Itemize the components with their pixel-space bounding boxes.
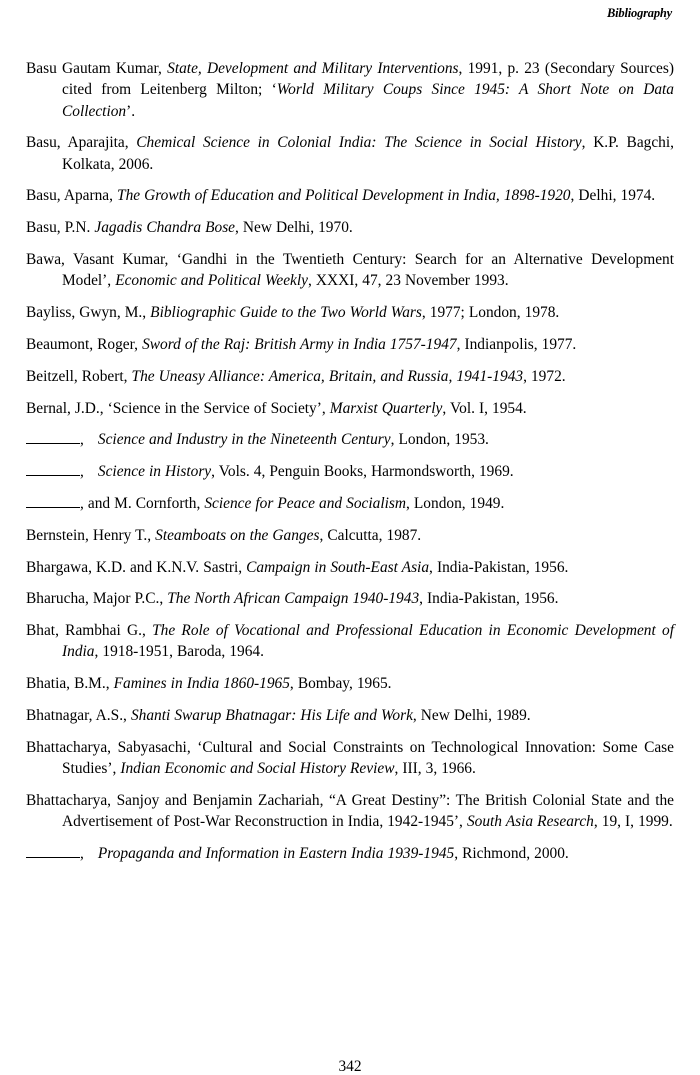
author-repeat-rule: [26, 496, 80, 508]
entry-text: , New Delhi, 1970.: [235, 219, 353, 237]
author-repeat-rule: [26, 846, 80, 858]
entry-text: , New Delhi, 1989.: [412, 707, 531, 725]
work-title: World Military Coups Since 1945: A Short Note on Data Collection: [62, 81, 674, 120]
entry-text: Bhargawa, K.D. and K.N.V. Sastri,: [26, 558, 247, 576]
work-title: Indian Economic and Social History Review: [120, 760, 395, 778]
entry-text: , and M. Cornforth,: [80, 494, 205, 512]
entry-text: Basu Gautam Kumar,: [26, 60, 168, 77]
running-header: Bibliography: [607, 6, 672, 20]
work-title: Jagadis Chandra Bose: [94, 219, 236, 237]
work-title: Science for Peace and Socialism: [204, 494, 407, 512]
bibliography-entry: [26, 217, 674, 238]
bibliography-entry: [26, 525, 674, 546]
entry-text: Beitzell, Robert,: [26, 367, 132, 385]
work-title: The Role of Vocational and Professional Education in Economic Development of India: [62, 622, 675, 661]
entry-text: Bawa, Vasant Kumar, ‘Gandhi in the Twentieth Century: Search for an Alternative Development Model’,: [26, 251, 674, 290]
bibliography-entry: [26, 249, 674, 292]
bibliography-entry: [26, 302, 674, 323]
bibliography-entry: [26, 588, 674, 609]
entry-text: , 1972.: [523, 367, 566, 385]
entry-text: Bhattacharya, Sanjoy and Benjamin Zachariah, “A Great Destiny”: The British Colonial State and the Advertisement of Post-War Reconstruction in India, 1942-1945’,: [26, 791, 674, 831]
work-title: State, Development and Military Interventions: [167, 60, 459, 77]
author-repeat-rule: [26, 464, 80, 476]
entry-text: , Indianpolis, 1977.: [456, 335, 577, 353]
bibliography-entry: [26, 398, 674, 419]
entry-text: , K.P. Bagchi, Kolkata, 2006.: [62, 134, 674, 173]
bibliography-entry: [26, 737, 674, 780]
entry-text: Bhattacharya, Sabyasachi, ‘Cultural and Social Constraints on Technological Innovation: Some Case Studies’,: [26, 738, 674, 778]
entry-text: , London, 1953.: [390, 431, 489, 449]
entry-text: , 19, I, 1999.: [593, 813, 673, 831]
entry-text: ,: [80, 431, 88, 449]
bibliography-entry-list: [26, 58, 674, 875]
page-number: 342: [338, 1058, 362, 1075]
bibliography-entry: [26, 493, 674, 514]
work-title: The Uneasy Alliance: America, Britain, and Russia, 1941-1943: [131, 367, 524, 385]
bibliography-entry: [26, 461, 674, 482]
bibliography-entry: [26, 366, 674, 387]
entry-text: Bernstein, Henry T.,: [26, 526, 156, 544]
entry-text: , London, 1949.: [406, 494, 505, 512]
work-title: Chemical Science in Colonial India: The Science in Social History: [136, 134, 582, 152]
author-repeat-rule: [26, 432, 80, 444]
bibliography-entry: [26, 132, 674, 175]
entry-text: , Delhi, 1974.: [570, 187, 656, 205]
work-title: Propaganda and Information in Eastern India 1939-1945: [97, 845, 455, 863]
entry-text: , India-Pakistan, 1956.: [429, 558, 569, 576]
entry-text: Bhatnagar, A.S.,: [26, 707, 131, 725]
entry-text: Basu, Aparna,: [26, 187, 118, 205]
bibliography-entry: [26, 58, 674, 122]
entry-text: Beaumont, Roger,: [26, 335, 143, 353]
entry-text: Bhatia, B.M.,: [26, 675, 114, 693]
work-title: The North African Campaign 1940-1943: [167, 590, 420, 608]
entry-text: Basu, Aparajita,: [26, 134, 137, 152]
work-title: Science in History: [97, 463, 212, 481]
work-title: Sword of the Raj: British Army in India 1757-1947: [142, 335, 457, 353]
entry-text: , 1977; London, 1978.: [421, 304, 560, 322]
work-title: Economic and Political Weekly: [115, 272, 308, 290]
entry-text: Bharucha, Major P.C.,: [26, 590, 168, 608]
bibliography-entry: [26, 429, 674, 450]
bibliography-entry: [26, 185, 674, 206]
entry-text: , Vols. 4, Penguin Books, Harmondsworth, 1969.: [211, 463, 514, 481]
work-title: South Asia Research: [466, 813, 594, 831]
entry-text: Basu, P.N.: [26, 219, 95, 237]
work-title: Steamboats on the Ganges: [155, 526, 320, 544]
entry-text: , III, 3, 1966.: [394, 760, 476, 778]
work-title: Campaign in South-East Asia: [246, 558, 430, 576]
work-title: Marxist Quarterly: [329, 399, 443, 417]
entry-text: , Calcutta, 1987.: [319, 526, 422, 544]
entry-text: ,: [80, 463, 88, 481]
entry-text: ,: [80, 845, 88, 863]
work-title: Bibliographic Guide to the Two World Wars: [150, 304, 422, 322]
entry-text: , XXXI, 47, 23 November 1993.: [307, 272, 509, 290]
entry-text: ’.: [126, 102, 136, 120]
bibliography-entry: [26, 705, 674, 726]
entry-text: , 1991, p. 23 (Secondary Sources) cited from Leitenberg Milton; ‘: [62, 60, 674, 99]
entry-text: , Richmond, 2000.: [454, 845, 569, 863]
entry-text: Bhat, Rambhai G.,: [26, 622, 153, 640]
bibliography-entry: [26, 620, 674, 663]
work-title: Shanti Swarup Bhatnagar: His Life and Work: [130, 707, 413, 725]
bibliography-entry: [26, 673, 674, 694]
bibliography-entry: [26, 334, 674, 355]
entry-text: , India-Pakistan, 1956.: [419, 590, 559, 608]
entry-text: Bayliss, Gwyn, M.,: [26, 304, 151, 322]
work-title: Science and Industry in the Nineteenth Century: [97, 431, 391, 449]
bibliography-entry: [26, 790, 674, 833]
entry-text: , Bombay, 1965.: [289, 675, 392, 693]
bibliography-entry: [26, 843, 674, 864]
entry-text: , 1918-1951, Baroda, 1964.: [94, 643, 264, 661]
work-title: Famines in India 1860-1965: [113, 675, 290, 693]
entry-text: Bernal, J.D., ‘Science in the Service of Society’,: [26, 399, 330, 417]
entry-text: , Vol. I, 1954.: [442, 399, 527, 417]
bibliography-entry: [26, 557, 674, 578]
work-title: The Growth of Education and Political Development in India, 1898-1920: [117, 187, 571, 205]
